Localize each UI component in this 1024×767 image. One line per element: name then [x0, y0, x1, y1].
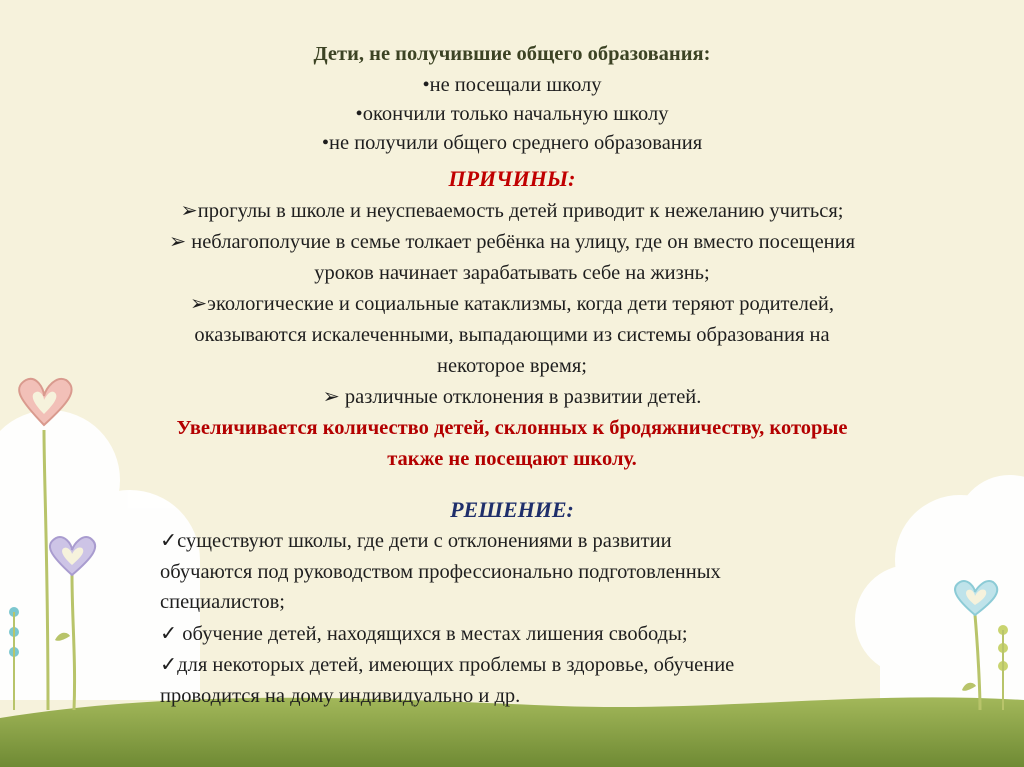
- solution-item: ✓ обучение детей, находящихся в местах лишения свободы;: [160, 623, 688, 645]
- solution-item: обучаются под руководством профессионально подготовленных: [160, 561, 721, 583]
- reason-item: ➢ различные отклонения в развитии детей.: [322, 386, 702, 408]
- solution-item: ✓для некоторых детей, имеющих проблемы в здоровье, обучение: [160, 654, 735, 676]
- solution-item: ✓существуют школы, где дети с отклонениями в развитии: [160, 530, 672, 552]
- grass: [0, 697, 1024, 767]
- reason-item: ➢ неблагополучие в семье толкает ребёнка на улицу, где он вместо посещения: [168, 231, 856, 253]
- reason-item: ➢прогулы в школе и неуспеваемость детей приводит к нежеланию учиться;: [180, 200, 844, 222]
- solution-title: РЕШЕНИЕ:: [450, 497, 574, 522]
- category-item: •окончили только начальную школу: [355, 103, 669, 125]
- reason-item: уроков начинает зарабатывать себе на жизнь;: [314, 262, 710, 284]
- reason-item: некоторое время;: [436, 355, 587, 377]
- reasons-title: ПРИЧИНЫ:: [448, 166, 576, 191]
- slide-heading: Дети, не получившие общего образования:: [313, 43, 711, 65]
- reason-item: ➢экологические и социальные катаклизмы, когда дети теряют родителей,: [189, 293, 835, 315]
- category-item: •не получили общего среднего образования: [321, 132, 703, 154]
- warning-line: также не посещают школу.: [387, 448, 637, 470]
- warning-line: Увеличивается количество детей, склонных к бродяжничеству, которые: [176, 417, 848, 439]
- solution-item: специалистов;: [160, 591, 286, 613]
- category-item: •не посещали школу: [422, 74, 602, 96]
- reason-item: оказываются искалеченными, выпадающими из системы образования на: [194, 324, 830, 346]
- solution-item: проводится на дому индивидуально и др.: [160, 685, 521, 707]
